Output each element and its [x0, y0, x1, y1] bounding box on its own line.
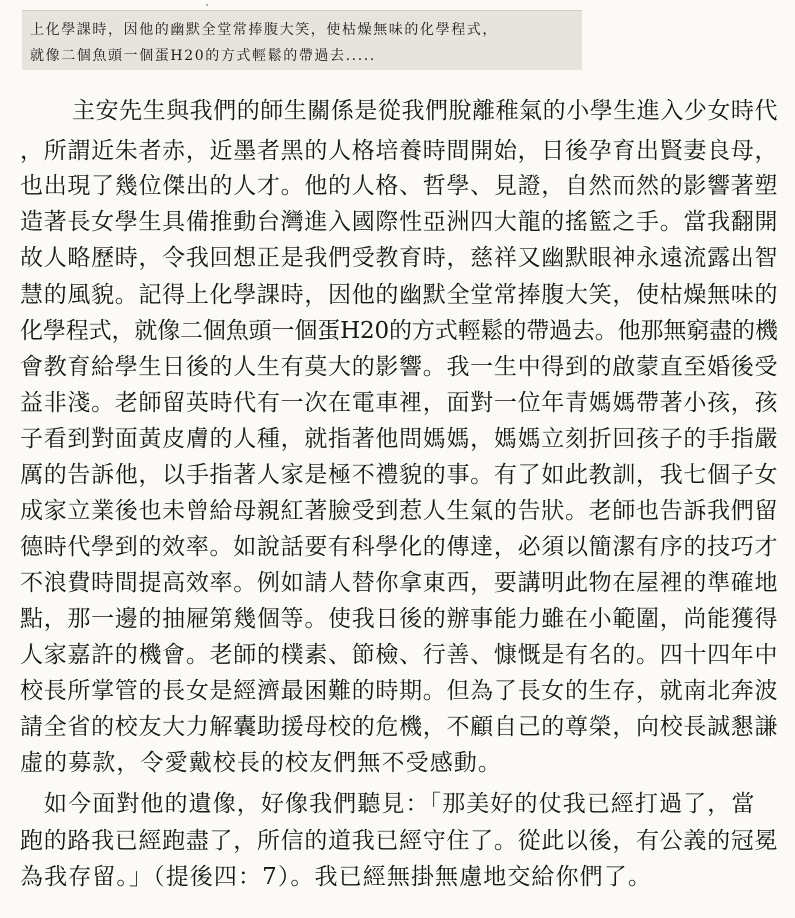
caption-line: 上化學課時，因他的幽默全堂常捧腹大笑，使枯燥無味的化學程式， — [30, 22, 498, 38]
paragraph-2-line: 為我存留。」（提後四：7）。我已經無掛無慮地交給你們了。 — [20, 864, 652, 890]
paragraph-1-line: 益非淺。老師留英時代有一次在電車裡，面對一位年青媽媽帶著小孩，孩 — [20, 390, 779, 416]
paragraph-1-line: 成家立業後也未曾給母親紅著臉受到惹人生氣的告狀。老師也告訴我們留 — [20, 498, 779, 524]
paragraph-2-line: 如今面對他的遺像，好像我們聽見：「那美好的仗我已經打過了，當 — [44, 791, 756, 817]
scan-speck — [206, 4, 208, 6]
paragraph-1-line: ，所謂近朱者赤，近墨者黑的人格培養時間開始，日後孕育出賢妻良母， — [20, 138, 779, 164]
caption-line: 就像二個魚頭一個蛋H20的方式輕鬆的帶過去..... — [30, 48, 376, 64]
paragraph-2-line: 跑的路我已經跑盡了，所信的道我已經守住了。從此以後，有公義的冠冕 — [20, 828, 779, 854]
paragraph-1-line: 故人略歷時，令我回想正是我們受教育時，慈祥又幽默眼神永遠流露出智 — [20, 245, 779, 271]
paragraph-1-line: 德時代學到的效率。如說話要有科學化的傳達，必須以簡潔有序的技巧才 — [20, 534, 779, 560]
paragraph-1-line: 請全省的校友大力解囊助援母校的危機，不顧自己的尊榮，向校長誠懇謙 — [20, 714, 779, 740]
paragraph-1-line: 慧的風貌。記得上化學課時，因他的幽默全堂常捧腹大笑，使枯燥無味的 — [20, 282, 779, 308]
paragraph-1-line: 主安先生與我們的師生關係是從我們脫離稚氣的小學生進入少女時代 — [72, 98, 778, 124]
paragraph-1-line: 虛的募款，令愛戴校長的校友們無不受感動。 — [20, 750, 502, 776]
paragraph-1-line: 子看到對面黃皮膚的人種，就指著他問媽媽，媽媽立刻折回孩子的手指嚴 — [20, 426, 779, 452]
paragraph-1-line: 化學程式，就像二個魚頭一個蛋H20的方式輕鬆的帶過去。他那無窮盡的機 — [20, 318, 778, 344]
photo-caption-box — [22, 10, 582, 70]
paragraph-1-line: 造著長女學生具備推動台灣進入國際性亞洲四大龍的搖籃之手。當我翻開 — [20, 209, 779, 235]
paragraph-1-line: 校長所掌管的長女是經濟最困難的時期。但為了長女的生存，就南北奔波 — [20, 678, 779, 704]
paragraph-1-line: 點，那一邊的抽屜第幾個等。使我日後的辦事能力雖在小範圍，尚能獲得 — [20, 606, 779, 632]
paragraph-1-line: 也出現了幾位傑出的人才。他的人格、哲學、見證，自然而然的影響著塑 — [20, 173, 779, 199]
paragraph-1-line: 不浪費時間提高效率。例如請人替你拿東西，要講明此物在屋裡的準確地 — [20, 570, 779, 596]
paragraph-1-line: 厲的告訴他，以手指著人家是極不禮貌的事。有了如此教訓，我七個子女 — [20, 462, 779, 488]
paragraph-1-line: 會教育給學生日後的人生有莫大的影響。我一生中得到的啟蒙直至婚後受 — [20, 354, 779, 380]
paragraph-1-line: 人家嘉許的機會。老師的樸素、節檢、行善、慷慨是有名的。四十四年中 — [20, 642, 779, 668]
